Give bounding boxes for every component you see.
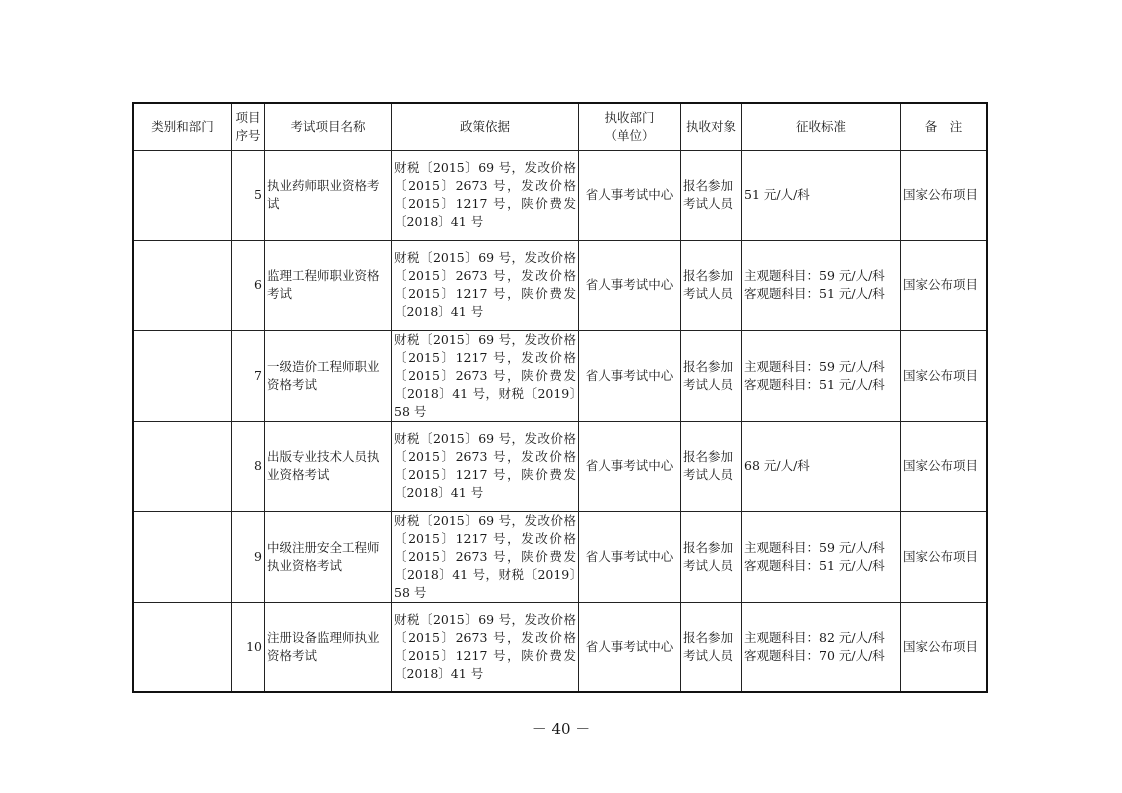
row-standard	[742, 602, 901, 692]
row-target: 报名参加考试人员	[681, 150, 742, 240]
row-target: 报名参加考试人员	[681, 421, 742, 511]
row-note: 国家公布项目	[901, 421, 988, 511]
header-number-line2: 序号	[235, 127, 261, 143]
fee-table	[132, 102, 988, 693]
header-policy: 政策依据	[392, 103, 579, 150]
row-number: 5	[232, 150, 265, 240]
table-row	[133, 421, 987, 511]
row-standard-line: 51 元/人/科	[744, 187, 810, 202]
page-number: － 40 －	[531, 720, 591, 738]
row-target: 报名参加考试人员	[681, 511, 742, 602]
row-standard	[742, 421, 901, 511]
row-number: 10	[232, 602, 265, 692]
row-dept: 省人事考试中心	[579, 602, 681, 692]
row-standard	[742, 240, 901, 330]
row-policy: 财税〔2015〕69 号，发改价格〔2015〕2673 号，发改价格〔2015〕1217 号，陕价费发〔2018〕41 号	[392, 150, 579, 240]
table-body	[133, 150, 987, 692]
row-dept: 省人事考试中心	[579, 330, 681, 421]
row-dept: 省人事考试中心	[579, 240, 681, 330]
row-category	[133, 330, 232, 421]
table-row	[133, 150, 987, 240]
row-exam-name: 执业药师职业资格考试	[265, 150, 392, 240]
row-standard-line: 主观题科目：59 元/人/科	[744, 539, 885, 555]
header-dept-line2: （单位）	[604, 127, 655, 143]
row-exam-name: 一级造价工程师职业资格考试	[265, 330, 392, 421]
header-number-line1: 项目	[235, 109, 261, 125]
row-policy: 财税〔2015〕69 号，发改价格〔2015〕1217 号，发改价格〔2015〕2673 号，陕价费发〔2018〕41 号，财税〔2019〕58 号	[392, 330, 579, 421]
row-exam-name: 监理工程师职业资格考试	[265, 240, 392, 330]
row-exam-name: 中级注册安全工程师执业资格考试	[265, 511, 392, 602]
header-standard: 征收标准	[742, 103, 901, 150]
header-dept-line1: 执收部门	[604, 109, 655, 125]
header-number	[232, 103, 265, 150]
row-policy: 财税〔2015〕69 号，发改价格〔2015〕2673 号，发改价格〔2015〕1217 号，陕价费发〔2018〕41 号	[392, 602, 579, 692]
header-name: 考试项目名称	[265, 103, 392, 150]
row-dept: 省人事考试中心	[579, 511, 681, 602]
row-standard-line: 客观题科目：70 元/人/科	[744, 647, 885, 663]
header-category: 类别和部门	[133, 103, 232, 150]
table-row	[133, 240, 987, 330]
row-standard-line: 主观题科目：59 元/人/科	[744, 358, 885, 374]
row-number: 6	[232, 240, 265, 330]
header-target: 执收对象	[681, 103, 742, 150]
row-note: 国家公布项目	[901, 150, 988, 240]
row-target: 报名参加考试人员	[681, 330, 742, 421]
row-standard	[742, 330, 901, 421]
row-exam-name: 注册设备监理师执业资格考试	[265, 602, 392, 692]
row-number: 8	[232, 421, 265, 511]
row-policy: 财税〔2015〕69 号，发改价格〔2015〕1217 号，发改价格〔2015〕2673 号，陕价费发〔2018〕41 号，财税〔2019〕58 号	[392, 511, 579, 602]
row-standard-line: 主观题科目：59 元/人/科	[744, 268, 885, 283]
table-row	[133, 602, 987, 692]
row-standard	[742, 150, 901, 240]
row-note: 国家公布项目	[901, 602, 988, 692]
row-category	[133, 150, 232, 240]
row-dept: 省人事考试中心	[579, 421, 681, 511]
row-standard-line: 主观题科目：82 元/人/科	[744, 629, 885, 645]
row-number: 7	[232, 330, 265, 421]
row-number: 9	[232, 511, 265, 602]
header-dept	[579, 103, 681, 150]
row-note: 国家公布项目	[901, 240, 988, 330]
header-row	[133, 103, 987, 150]
row-category	[133, 602, 232, 692]
header-note: 备 注	[901, 103, 988, 150]
row-standard-line: 客观题科目：51 元/人/科	[744, 557, 885, 573]
row-policy: 财税〔2015〕69 号，发改价格〔2015〕2673 号，发改价格〔2015〕1217 号，陕价费发〔2018〕41 号	[392, 240, 579, 330]
table-row	[133, 330, 987, 421]
row-target: 报名参加考试人员	[681, 602, 742, 692]
row-exam-name: 出版专业技术人员执业资格考试	[265, 421, 392, 511]
table-row	[133, 511, 987, 602]
row-category	[133, 421, 232, 511]
row-policy: 财税〔2015〕69 号，发改价格〔2015〕2673 号，发改价格〔2015〕1217 号，陕价费发〔2018〕41 号	[392, 421, 579, 511]
row-standard-line: 客观题科目：51 元/人/科	[744, 286, 885, 301]
row-dept: 省人事考试中心	[579, 150, 681, 240]
row-standard-line: 客观题科目：51 元/人/科	[744, 376, 885, 392]
row-category	[133, 511, 232, 602]
row-standard-line: 68 元/人/科	[744, 458, 810, 473]
row-target: 报名参加考试人员	[681, 240, 742, 330]
row-note: 国家公布项目	[901, 511, 988, 602]
row-category	[133, 240, 232, 330]
row-standard	[742, 511, 901, 602]
table-header	[133, 103, 987, 150]
row-note: 国家公布项目	[901, 330, 988, 421]
